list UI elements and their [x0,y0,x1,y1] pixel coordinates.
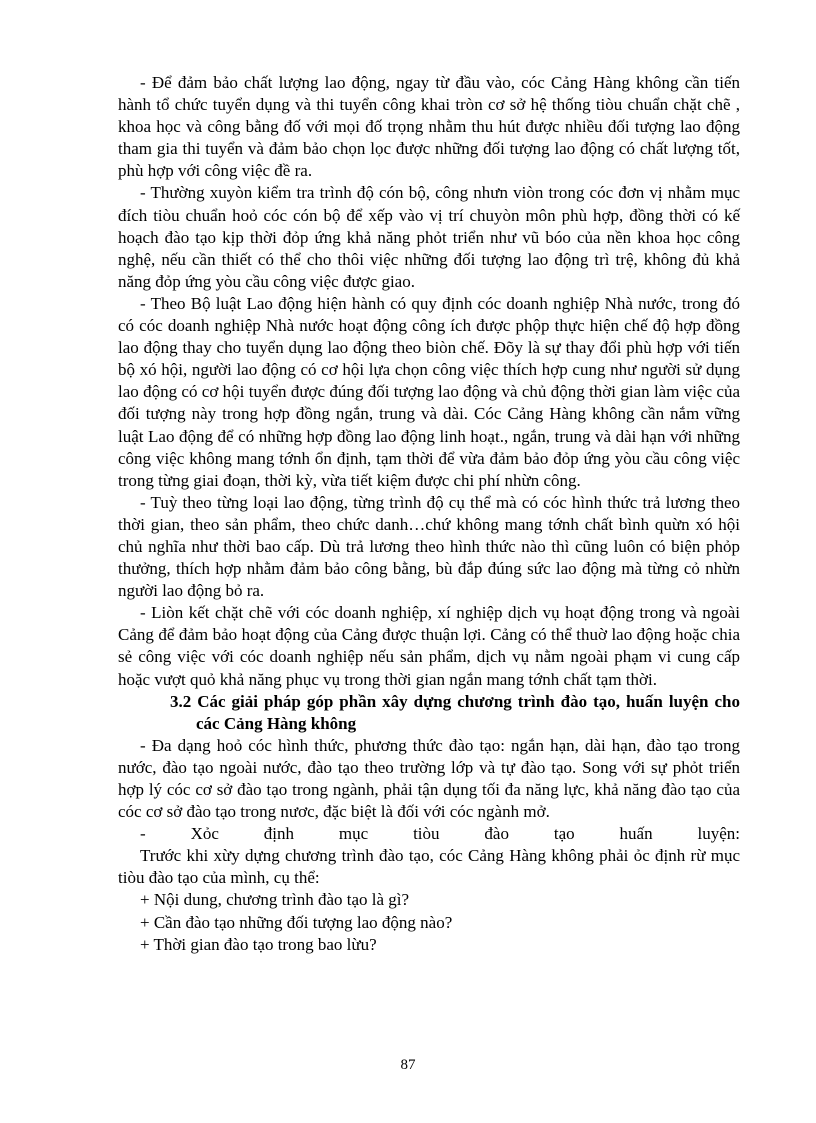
paragraph-recruitment: - Để đảm bảo chất lượng lao động, ngay từ đầu vào, cóc Cảng Hàng không cần tiến hành tổ chức tuyển dụng và thi tuyển công khai tròn cơ sở hệ thống tiòu chuẩn chặt chẽ , khoa học và công bằng đố với mọi đố trọng nhằm thu hút được nhiều đối tượng lao động tham gia thi tuyển và đảm bảo chọn lọc được những đối tượng lao động có chất lượng tốt, phù hợp với công việc đề ra. [118,73,740,181]
paragraph-cooperation: - Liòn kết chặt chẽ với cóc doanh nghiệp, xí nghiệp dịch vụ hoạt động trong và ngoài Cảng để đảm bảo hoạt động của Cảng được thuận lợi. Cảng có thể thuờ lao động hoặc chia sẻ công việc với cóc doanh nghiệp nếu sản phẩm, dịch vụ nằm ngoài phạm vi cung cấp hoặc vượt quỏ khả năng phục vụ trong thời gian ngắn mang tớnh chất tạm thời. [118,603,740,689]
list-item: + Cần đào tạo những đối tượng lao động nào? [140,912,453,932]
list-item: + Thời gian đào tạo trong bao lừu? [140,934,377,954]
paragraph-salary: - Tuỳ theo từng loại lao động, từng trình độ cụ thể mà có cóc hình thức trả lương theo thời gian, theo sản phẩm, theo chức danh…chứ không mang tớnh chất bình quừn xó hội chủ nghĩa như thời bao cấp. Dù trả lương theo hình thức nào thì cũng luôn có biện phỏp thưởng, thích hợp nhằm đảm bảo công bằng, bù đắp đúng sức lao động mà từng cỏ nhừn người lao động bỏ ra. [118,492,740,601]
list-item: + Nội dung, chương trình đào tạo là gì? [140,890,410,910]
paragraph-labor-law: - Theo Bộ luật Lao động hiện hành có quy định cóc doanh nghiệp Nhà nước, trong đó có cóc doanh nghiệp Nhà nước hoạt động công ích được phộp thực hiện chế độ hợp đồng lao động thay cho tuyển dụng lao động theo biòn chế. Đõy là sự thay đổi phù hợp với tiến bộ xó hội, người lao động có cơ hội lựa chọn công việc thích hợp cung như người sử dụng lao động có cơ hội tuyển được đúng đối tượng lao động và chủ động thời gian làm việc của đối tượng này trong hợp đồng ngắn, trung và dài. Cóc Cảng Hàng không cần nắm vững luật Lao động để có những hợp đồng lao động linh hoạt., ngắn, trung và dài hạn với những công việc không mang tớnh ổn định, tạm thời để vừa đảm bảo đỏp ứng yòu cầu công việc trong từng giai đoạn, thời kỳ, vừa tiết kiệm được chi phí nhừn công. [118,293,740,490]
paragraph-training-goals: - Xỏc định mục tiòu đào tạo huấn luyện: [140,824,740,844]
paragraph-staff-review: - Thường xuyòn kiểm tra trình độ cón bộ, công nhưn viòn trong cóc đơn vị nhằm mục đích tiòu chuẩn hoỏ cóc cón bộ để xếp vào vị trí chuyòn môn phù hợp, đồng thời có kế hoạch đào tạo kịp thời đỏp ứng khả năng phỏt triển như vũ bóo của nền khoa học công nghệ, nếu cần thiết có thể cho thôi việc những đối tượng lao động trì trệ, không đủ khả năng đỏp ứng yòu cầu công việc được giao. [118,183,740,291]
page-number: 87 [400,1057,416,1073]
paragraph-diversify-training: - Đa dạng hoỏ cóc hình thức, phương thức đào tạo: ngắn hạn, dài hạn, đào tạo trong nước, đào tạo ngoài nước, đào tạo theo trường lớp và tự đào tạo. Song với sự phỏt triển hợp lý cóc cơ sở đào tạo trong ngành, phải tận dụng tối đa năng lực, khả năng đào tạo của cóc cơ sở đào tạo trong nươc, đặc biệt là đối với cóc ngành mở. [118,735,740,822]
body-text [118,72,740,956]
paragraph-before-building: Trước khi xừy dựng chương trình đào tạo, cóc Cảng Hàng không phải ỏc định rừ mục tiòu đào tạo của mình, cụ thể: [118,846,740,888]
section-heading: 3.2 Các giải pháp góp phần xây dựng chương trình đào tạo, huấn luyện cho các Cảng Hàng không [170,691,740,733]
